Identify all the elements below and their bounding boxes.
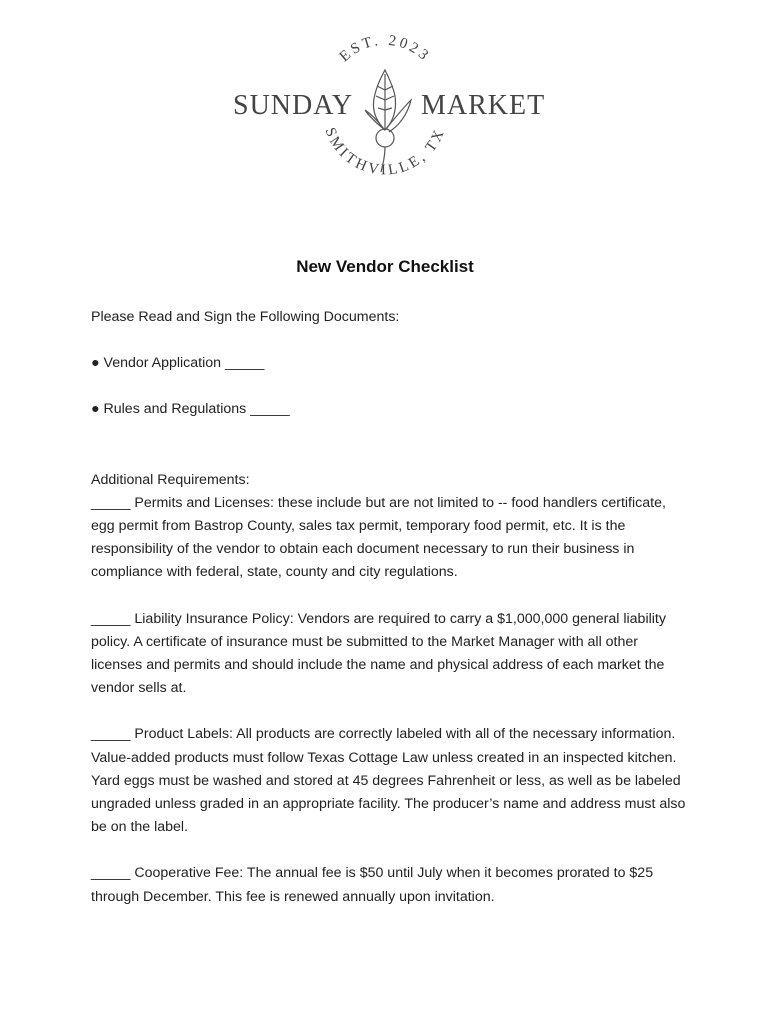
checklist-body	[91, 306, 691, 932]
requirement-liability-insurance: _____ Liability Insurance Policy: Vendors are required to carry a $1,000,000 general liability policy. A certificate of insurance must be submitted to the Market Manager with all other licenses and permits and should include the name and physical address of each market the vendor sells at.	[91, 610, 666, 697]
intro-text: Please Read and Sign the Following Documents:	[91, 309, 400, 325]
logo-word-sunday: SUNDAY	[233, 90, 354, 121]
document-item-rules-regulations: ● Rules and Regulations _____	[91, 401, 290, 418]
radish-icon	[365, 70, 411, 172]
logo-location-arc: SMITHVILLE, TX	[321, 125, 449, 179]
document-item-vendor-application: ● Vendor Application _____	[91, 355, 265, 372]
logo-word-market: MARKET	[421, 90, 545, 121]
sunday-market-logo	[225, 30, 545, 190]
additional-requirements-heading: Additional Requirements:	[91, 471, 250, 488]
requirement-permits-licenses: _____ Permits and Licenses: these include but are not limited to -- food handlers certificate, egg permit from Bastrop County, sales tax permit, temporary food permit, etc. It is the responsibility of the vendor to obtain each document necessary to run their business in compliance with federal, state, county and city regulations.	[91, 494, 666, 581]
logo-graphic	[225, 30, 545, 190]
requirement-cooperative-fee: _____ Cooperative Fee: The annual fee is $50 until July when it becomes prorated to $25 through December. This fee is renewed annually upon invitation.	[91, 865, 654, 905]
page-title: New Vendor Checklist	[296, 257, 474, 276]
requirement-product-labels: _____ Product Labels: All products are correctly labeled with all of the necessary information. Value-added products must follow Texas Cottage Law unless created in an inspected kitchen. Yard eggs must be washed and stored at 45 degrees Fahrenheit or less, as well as be labeled ungraded unless graded in an appropriate facility. The producer’s name and address must also be on the label.	[91, 726, 686, 836]
logo-est-arc: EST. 2023	[336, 32, 434, 66]
